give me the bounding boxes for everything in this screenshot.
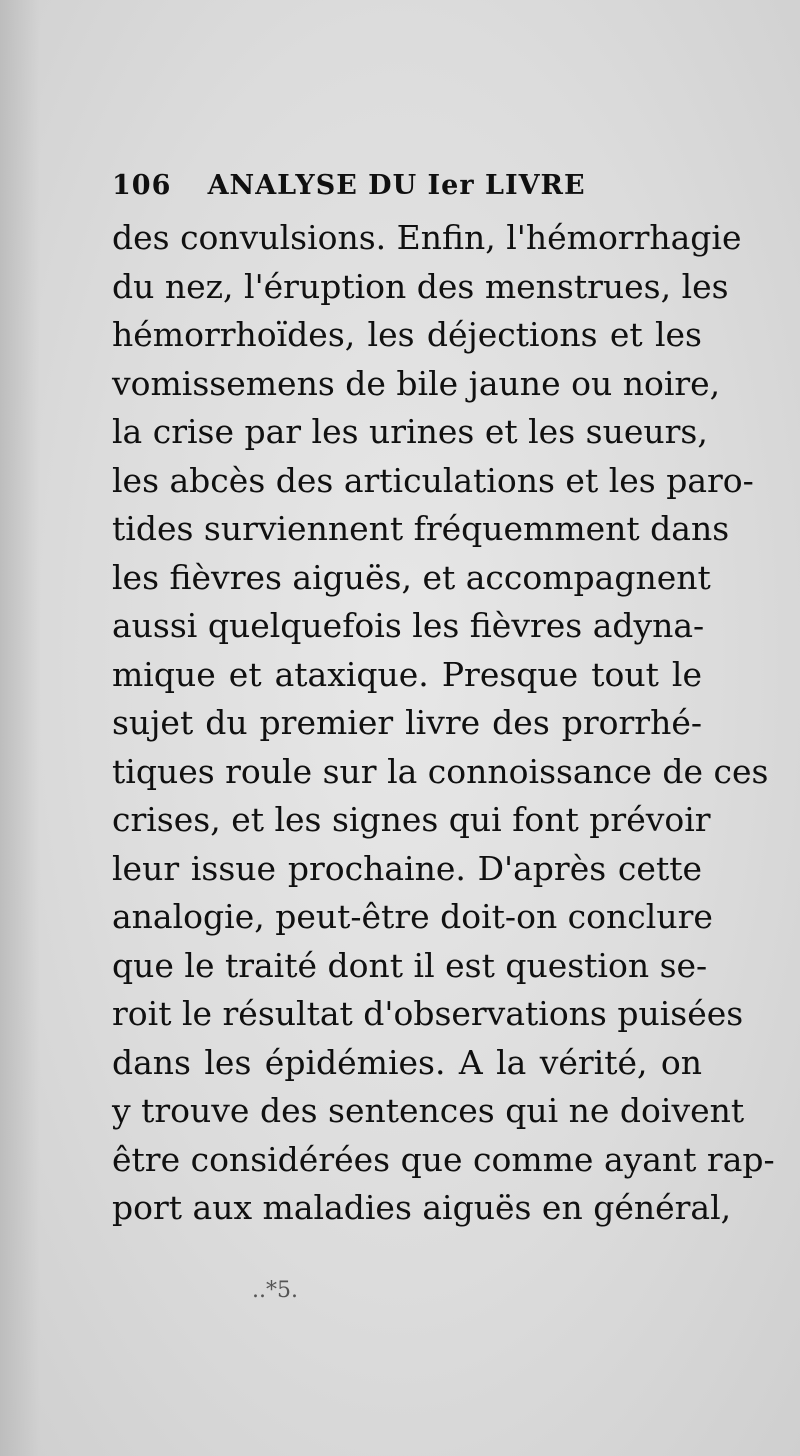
text-line: vomissemens de bile jaune ou noire, bbox=[112, 363, 721, 403]
body-text bbox=[112, 214, 775, 1233]
text-line: des convulsions. Enfin, l'hémorrhagie bbox=[112, 218, 742, 257]
printer-signature-mark: ..*5. bbox=[252, 1278, 298, 1303]
text-line: hémorrhoïdes, les déjections et les bbox=[112, 315, 702, 354]
page-gutter-shadow bbox=[0, 0, 40, 1456]
text-line: la crise par les urines et les sueurs, bbox=[112, 412, 708, 451]
text-line: roit le résultat d'observations puisées bbox=[112, 994, 744, 1033]
text-line: analogie, peut-être doit-on conclure bbox=[112, 897, 713, 936]
text-line: dans les épidémies. A la vérité, on bbox=[112, 1042, 702, 1082]
text-line: tiques roule sur la connoissance de ces bbox=[112, 751, 769, 791]
text-line: les abcès des articulations et les paro- bbox=[112, 460, 754, 500]
text-line: y trouve des sentences qui ne doivent bbox=[112, 1091, 745, 1130]
text-line: port aux maladies aiguës en général, bbox=[112, 1188, 732, 1227]
text-line: crises, et les signes qui font prévoir bbox=[112, 800, 711, 839]
running-title: ANALYSE DU Ier LIVRE bbox=[207, 170, 586, 201]
text-line: du nez, l'éruption des menstrues, les bbox=[112, 266, 729, 306]
text-line: les fièvres aiguës, et accompagnent bbox=[112, 557, 711, 597]
text-line: tides surviennent fréquemment dans bbox=[112, 509, 730, 548]
page-header bbox=[112, 166, 702, 206]
text-line: aussi quelquefois les fièvres adyna- bbox=[112, 606, 705, 645]
text-line: sujet du premier livre des prorrhé- bbox=[112, 703, 702, 742]
text-line: être considérées que comme ayant rap- bbox=[112, 1139, 775, 1179]
text-line: mique et ataxique. Presque tout le bbox=[112, 654, 702, 694]
page-number: 106 bbox=[112, 170, 172, 201]
text-line: leur issue prochaine. D'après cette bbox=[112, 848, 702, 888]
text-line: que le traité dont il est question se- bbox=[112, 945, 708, 985]
